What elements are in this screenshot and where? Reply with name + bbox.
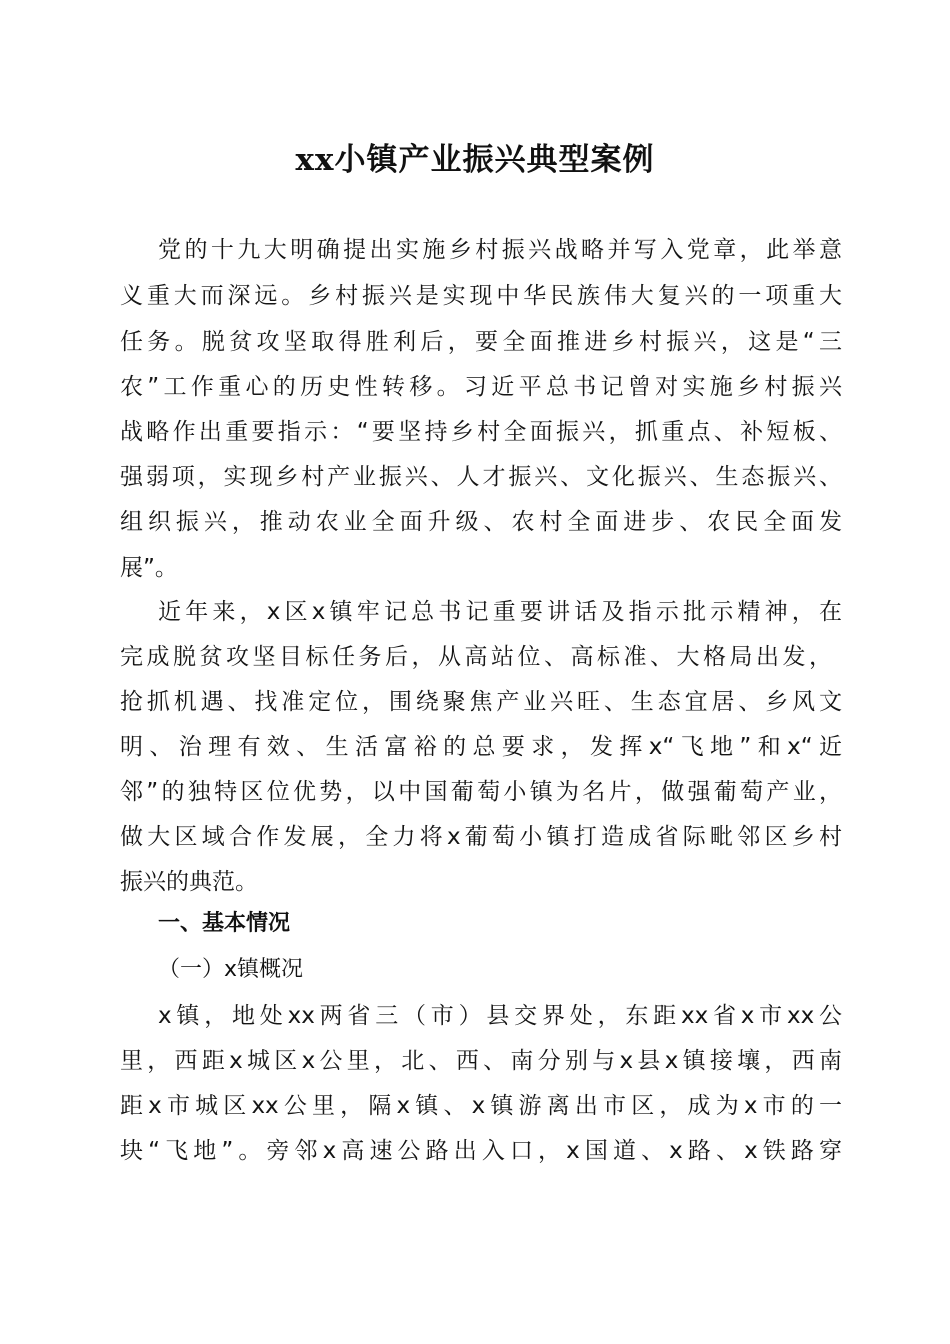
- paragraph-2-line-6: 做大区域合作发展，全力将x葡萄小镇打造成省际毗邻区乡村: [120, 824, 842, 850]
- paragraph-1-line-4: 农”工作重心的历史性转移。习近平总书记曾对实施乡村振兴: [120, 374, 842, 400]
- paragraph-3-line-2: 里，西距x城区x公里，北、西、南分别与x县x镇接壤，西南: [120, 1048, 842, 1074]
- paragraph-2-line-4: 明、治理有效、生活富裕的总要求，发挥x“飞地”和x“近: [120, 734, 842, 760]
- paragraph-1-line-8: 展”。: [120, 555, 178, 581]
- paragraph-3-line-4: 块“飞地”。旁邻x高速公路出入口，x国道、x路、x铁路穿: [120, 1138, 842, 1164]
- paragraph-2-line-7: 振兴的典范。: [120, 869, 258, 895]
- paragraph-1-line-1: 党的十九大明确提出实施乡村振兴战略并写入党章，此举意: [158, 237, 842, 263]
- paragraph-2-line-1: 近年来，x区x镇牢记总书记重要讲话及指示批示精神，在: [158, 599, 842, 625]
- paragraph-2-line-3: 抢抓机遇、找准定位，围绕聚焦产业兴旺、生态宜居、乡风文: [120, 689, 842, 715]
- document-title: xx小镇产业振兴典型案例: [295, 142, 655, 178]
- paragraph-2-line-5: 邻”的独特区位优势，以中国葡萄小镇为名片，做强葡萄产业，: [120, 779, 842, 805]
- paragraph-2-line-2: 完成脱贫攻坚目标任务后，从高站位、高标准、大格局出发，: [120, 644, 832, 670]
- paragraph-3-line-1: x镇，地处xx两省三（市）县交界处，东距xx省x市xx公: [158, 1003, 842, 1029]
- paragraph-1-line-5: 战略作出重要指示：“要坚持乡村全面振兴，抓重点、补短板、: [120, 419, 842, 445]
- subsection-heading-town-overview: （一）x镇概况: [158, 957, 304, 982]
- section-heading-basic-info: 一、基本情况: [158, 911, 291, 936]
- paragraph-1-line-2: 义重大而深远。乡村振兴是实现中华民族伟大复兴的一项重大: [120, 283, 842, 309]
- paragraph-1-line-3: 任务。脱贫攻坚取得胜利后，要全面推进乡村振兴，这是“三: [120, 329, 842, 355]
- paragraph-1-line-6: 强弱项，实现乡村产业振兴、人才振兴、文化振兴、生态振兴、: [120, 464, 842, 490]
- paragraph-3-line-3: 距x市城区xx公里，隔x镇、x镇游离出市区，成为x市的一: [120, 1093, 842, 1119]
- paragraph-1-line-7: 组织振兴，推动农业全面升级、农村全面进步、农民全面发: [120, 509, 842, 535]
